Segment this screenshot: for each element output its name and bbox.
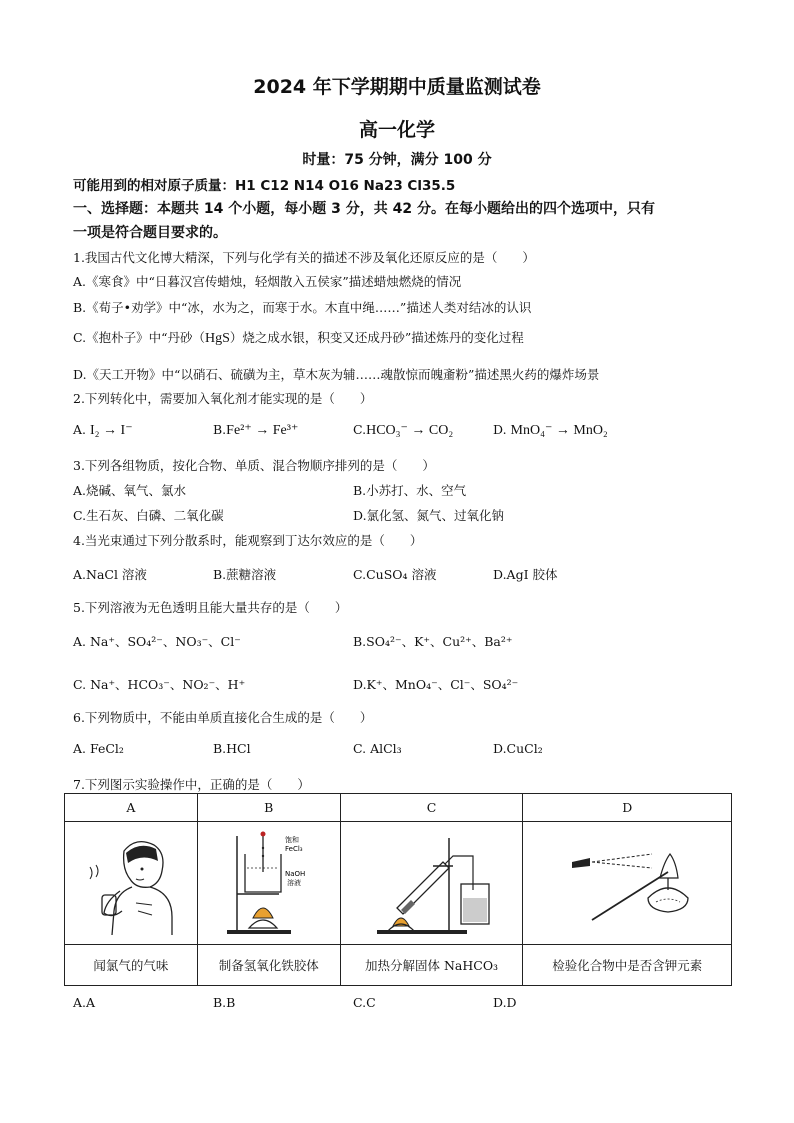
q7-caption-d: 检验化合物中是否含钾元素	[523, 945, 732, 986]
q2-stem: 2.下列转化中，需要加入氧化剂才能实现的是（ ）	[73, 391, 373, 406]
q7-answer-c: C.C	[353, 995, 376, 1010]
subject-title: 高一化学	[358, 119, 435, 141]
q6-option-d: D.CuCl₂	[493, 741, 543, 756]
colloid-prep-figure	[209, 828, 329, 938]
q7-answer-a: A.A	[73, 995, 96, 1010]
q3-option-b: B.小苏打、水、空气	[353, 483, 467, 498]
q6-stem: 6.下列物质中，不能由单质直接化合生成的是（ ）	[73, 710, 373, 725]
q4-option-d: D.AgI 胶体	[493, 567, 558, 582]
label-saturated: 饱和	[284, 836, 299, 844]
q7-header-a: A	[65, 794, 198, 822]
q2-option-a-formula: I₂ → I⁻	[90, 423, 133, 438]
q2-option-d-label: D.	[493, 422, 507, 437]
q5-option-a: A. Na⁺、SO₄²⁻、NO₃⁻、Cl⁻	[73, 634, 241, 649]
q7-figure-d	[523, 822, 732, 945]
q1-option-c-pre: C.《抱朴子》中“丹砂（	[73, 330, 205, 345]
q7-figure-a	[65, 822, 198, 945]
flame-test-figure	[552, 828, 702, 938]
q1-option-c	[73, 328, 524, 347]
q1-option-c-post: ）烧之成水银，积变又还成丹砂”描述炼丹的变化过程	[229, 330, 524, 345]
q7-caption-c: 加热分解固体 NaHCO₃	[340, 945, 523, 986]
q4-option-b: B.蔗糖溶液	[213, 567, 277, 582]
q7-header-b: B	[197, 794, 340, 822]
q3-stem: 3.下列各组物质，按化合物、单质、混合物顺序排列的是（ ）	[73, 458, 435, 473]
section-heading-line2: 一项是符合题目要求的。	[73, 225, 227, 241]
q2-option-d	[493, 422, 608, 439]
q2-option-b	[213, 422, 298, 439]
q5-option-d: D.K⁺、MnO₄⁻、Cl⁻、SO₄²⁻	[353, 677, 519, 692]
q7-experiment-table	[64, 793, 732, 986]
q7-caption-a: 闻氯气的气味	[65, 945, 198, 986]
q2-option-b-label: B.	[213, 422, 227, 437]
label-naoh: NaOH	[284, 870, 306, 878]
q7-figure-c	[340, 822, 523, 945]
q1-option-c-formula: HgS	[204, 331, 230, 346]
q7-figure-b	[197, 822, 340, 945]
section-heading-line1: 一、选择题：本题共 14 个小题，每小题 3 分，共 42 分。在每小题给出的四个选项中，只有	[73, 201, 655, 217]
q4-stem: 4.当光束通过下列分散系时，能观察到丁达尔效应的是（ ）	[73, 533, 423, 548]
q7-answer-d: D.D	[493, 995, 517, 1010]
atomic-masses: 可能用到的相对原子质量：H1 C12 N14 O16 Na23 Cl35.5	[73, 178, 456, 194]
q2-option-b-formula: Fe²⁺ → Fe³⁺	[226, 423, 299, 438]
q7-header-c: C	[340, 794, 523, 822]
time-info: 时量：75 分钟，满分 100 分	[302, 152, 492, 168]
q6-option-c: C. AlCl₃	[353, 741, 402, 756]
q4-option-a: A.NaCl 溶液	[73, 567, 147, 582]
q7-caption-b: 制备氢氧化铁胶体	[197, 945, 340, 986]
q2-option-d-formula: MnO₄⁻ → MnO₂	[510, 423, 608, 438]
q5-option-c: C. Na⁺、HCO₃⁻、NO₂⁻、H⁺	[73, 677, 246, 692]
q6-option-b: B.HCl	[213, 741, 251, 756]
q2-option-c-label: C.	[353, 422, 367, 437]
q7-stem: 7.下列图示实验操作中，正确的是（ ）	[73, 777, 310, 792]
child-smelling-figure	[76, 831, 186, 936]
heating-solid-figure	[357, 828, 507, 938]
q5-stem: 5.下列溶液为无色透明且能大量共存的是（ ）	[73, 600, 348, 615]
q5-option-b: B.SO₄²⁻、K⁺、Cu²⁺、Ba²⁺	[353, 634, 513, 649]
q1-option-d: D.《天工开物》中“以硝石、硫磺为主，草木灰为辅……魂散惊而魄齑粉”描述黑火药的爆炸场景	[73, 367, 600, 382]
exam-title: 2024 年下学期期中质量监测试卷	[253, 76, 541, 98]
q4-option-c: C.CuSO₄ 溶液	[353, 567, 437, 582]
q1-option-a: A.《寒食》中“日暮汉宫传蜡烛，轻烟散入五侯家”描述蜡烛燃烧的情况	[73, 274, 462, 289]
q3-option-d: D.氯化氢、氮气、过氧化钠	[353, 508, 505, 523]
q7-answer-b: B.B	[213, 995, 236, 1010]
q7-header-d: D	[523, 794, 732, 822]
q1-option-b: B.《荀子•劝学》中“冰，水为之，而寒于水。木直中绳……”描述人类对结冰的认识	[73, 300, 532, 315]
label-fecl3: FeCl₃	[284, 845, 303, 853]
q3-option-a: A.烧碱、氧气、氯水	[73, 483, 187, 498]
q6-option-a: A. FeCl₂	[73, 741, 124, 756]
q2-option-a-label: A.	[73, 422, 87, 437]
label-solution: 溶液	[286, 879, 301, 887]
q2-option-c-formula: HCO₃⁻ → CO₂	[366, 423, 454, 438]
q1-stem: 1.我国古代文化博大精深，下列与化学有关的描述不涉及氧化还原反应的是（ ）	[73, 250, 535, 265]
q3-option-c: C.生石灰、白磷、二氧化碳	[73, 508, 224, 523]
q2-option-c	[353, 422, 453, 439]
q2-option-a	[73, 422, 133, 439]
